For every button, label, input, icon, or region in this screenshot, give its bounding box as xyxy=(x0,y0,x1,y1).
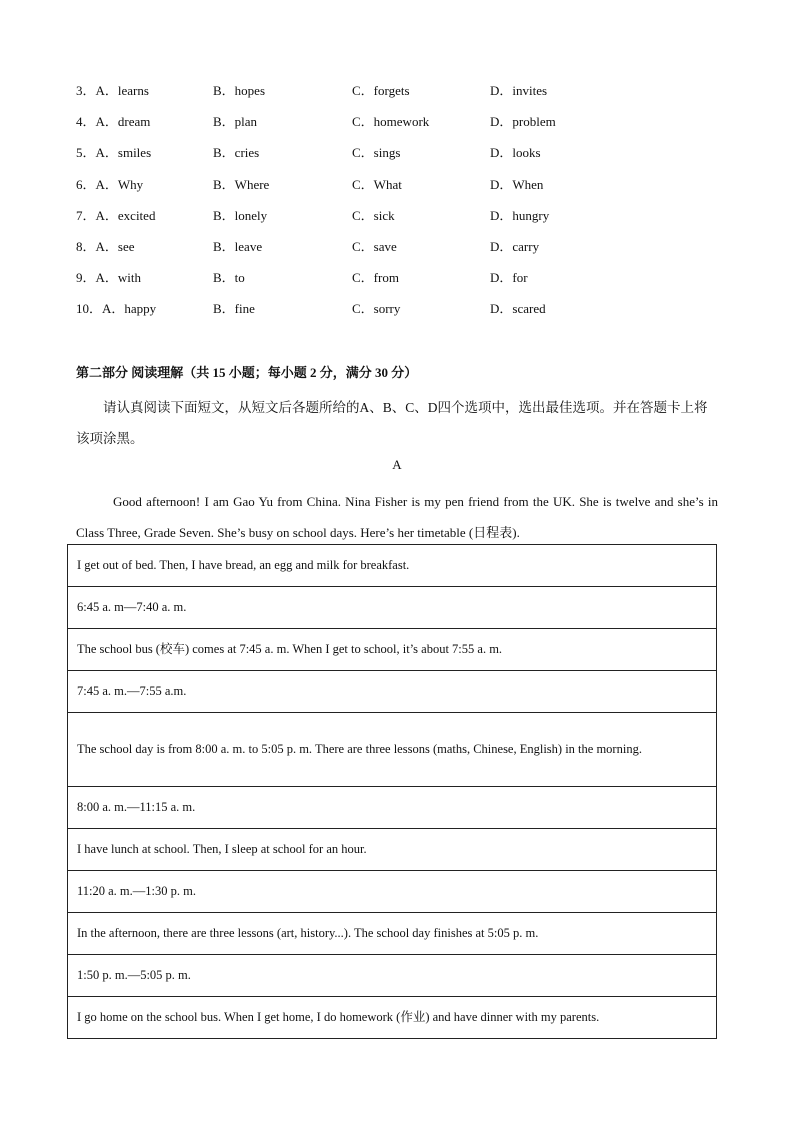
section-heading: 第二部分 阅读理解（共 15 小题；每小题 2 分，满分 30 分） xyxy=(76,365,418,380)
option-b: B．leave xyxy=(213,238,263,254)
option-b: B．Where xyxy=(213,176,270,192)
option-a: 5．A．smiles xyxy=(76,145,152,161)
timetable-row xyxy=(68,829,717,871)
timetable xyxy=(67,544,717,1039)
option-d: D．hungry xyxy=(490,207,550,223)
option-c: C．forgets xyxy=(352,83,410,98)
timetable-row xyxy=(68,787,717,829)
passage-intro: Good afternoon! I am Gao Yu from China. Nina Fisher is my pen friend from the UK. She is twelve and she’s in Class Three, Grade Seven. She’s busy on school days. Here’s her timetable (日程表). xyxy=(76,494,718,540)
answer-choices-list xyxy=(76,82,716,332)
timetable-cell: The school day is from 8:00 a. m. to 5:05 p. m. There are three lessons (maths, Chinese, English) in the morning. xyxy=(68,713,717,787)
option-c: C．sick xyxy=(352,207,395,223)
option-a: 7．A．excited xyxy=(76,207,156,223)
choice-row-8 xyxy=(76,238,716,269)
option-b: B．fine xyxy=(213,301,255,317)
timetable-cell: 8:00 a. m.—11:15 a. m. xyxy=(68,787,717,829)
option-c: C．homework xyxy=(352,114,430,130)
choice-row-7 xyxy=(76,207,716,238)
option-d: D．problem xyxy=(490,114,556,130)
timetable-cell: 7:45 a. m.—7:55 a.m. xyxy=(68,671,717,713)
timetable-cell: I go home on the school bus. When I get home, I do homework (作业) and have dinner with my parents. xyxy=(68,997,717,1039)
option-b: B．lonely xyxy=(213,207,268,223)
timetable-cell: 6:45 a. m—7:40 a. m. xyxy=(68,587,717,629)
section-instructions: 请认真阅读下面短文，从短文后各题所给的A、B、C、D四个选项中，选出最佳选项。并在答题卡上将该项涂黑。 xyxy=(76,400,708,446)
option-b: B．cries xyxy=(213,145,260,161)
option-d: D．scared xyxy=(490,301,546,317)
option-c: C．from xyxy=(352,270,399,286)
timetable-cell: The school bus (校车) comes at 7:45 a. m. When I get to school, it’s about 7:55 a. m. xyxy=(68,629,717,671)
option-a: 3．A．learns xyxy=(76,83,149,98)
option-c: C．What xyxy=(352,176,402,192)
option-a: 10．A．happy xyxy=(76,301,157,317)
option-b: B．plan xyxy=(213,114,258,130)
timetable-row xyxy=(68,713,717,787)
timetable-cell: 1:50 p. m.—5:05 p. m. xyxy=(68,955,717,997)
option-c: C．sorry xyxy=(352,301,401,317)
choice-row-6 xyxy=(76,176,716,207)
timetable-row xyxy=(68,997,717,1039)
timetable-row xyxy=(68,913,717,955)
passage-letter: A xyxy=(392,457,402,472)
option-d: D．invites xyxy=(490,83,548,98)
timetable-row xyxy=(68,545,717,587)
option-a: 9．A．with xyxy=(76,270,142,286)
choice-row-3 xyxy=(76,82,716,113)
timetable-row xyxy=(68,671,717,713)
timetable-row xyxy=(68,871,717,913)
choice-row-9 xyxy=(76,269,716,300)
option-d: D．carry xyxy=(490,238,540,254)
choice-row-10 xyxy=(76,300,716,331)
option-d: D．When xyxy=(490,176,544,192)
timetable-cell: I have lunch at school. Then, I sleep at school for an hour. xyxy=(68,829,717,871)
option-d: D．for xyxy=(490,270,528,286)
timetable-row xyxy=(68,629,717,671)
option-a: 6．A．Why xyxy=(76,176,144,192)
option-d: D．looks xyxy=(490,145,541,161)
timetable-cell: In the afternoon, there are three lessons (art, history...). The school day finishes at 5:05 p. m. xyxy=(68,913,717,955)
option-a: 8．A．see xyxy=(76,238,135,254)
timetable-cell: 11:20 a. m.—1:30 p. m. xyxy=(68,871,717,913)
option-b: B．to xyxy=(213,270,245,286)
choice-row-5 xyxy=(76,144,716,175)
option-a: 4．A．dream xyxy=(76,114,151,130)
timetable-row xyxy=(68,955,717,997)
option-c: C．sings xyxy=(352,145,401,161)
option-b: B．hopes xyxy=(213,83,266,98)
timetable-row xyxy=(68,587,717,629)
option-c: C．save xyxy=(352,238,397,254)
choice-row-4 xyxy=(76,113,716,144)
timetable-cell: I get out of bed. Then, I have bread, an egg and milk for breakfast. xyxy=(68,545,717,587)
